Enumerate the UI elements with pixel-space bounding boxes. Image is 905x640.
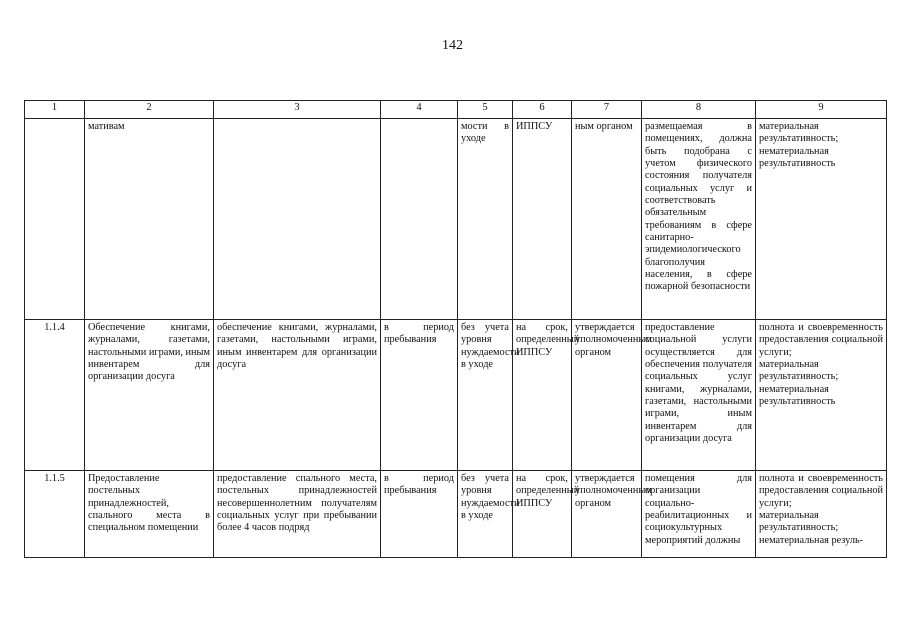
service-name: мативам xyxy=(85,119,214,320)
service-description xyxy=(214,119,381,320)
page-number: 142 xyxy=(442,38,463,53)
service-term: на срок, определенный ИППСУ xyxy=(513,320,572,471)
column-header: 1 xyxy=(25,101,85,119)
service-period xyxy=(381,119,458,320)
row-number: 1.1.4 xyxy=(25,320,85,471)
service-conditions: предоставление социальной услуги осуществляется для обеспечения получателя социальных услуг книгами, журналами, газетами, настольными играми, иным инвентарем для организации досуга xyxy=(642,320,756,471)
column-header: 9 xyxy=(756,101,887,119)
quality-indicators: полнота и своевременность предоставления социальной услуги; материальная результативность; нематериальная результативность xyxy=(756,320,887,471)
service-description: обеспечение книгами, журналами, газетами, настольными играми, иным инвентарем для организации досуга xyxy=(214,320,381,471)
service-name: Обеспечение книгами, журналами, газетами, настольными играми, иным инвентарем для организации досуга xyxy=(85,320,214,471)
care-level: без учета уровня нуждаемости в уходе xyxy=(458,471,513,558)
service-term: ИППСУ xyxy=(513,119,572,320)
table-header-row xyxy=(25,101,887,119)
column-header: 4 xyxy=(381,101,458,119)
care-level: мости в уходе xyxy=(458,119,513,320)
row-number xyxy=(25,119,85,320)
column-header: 2 xyxy=(85,101,214,119)
row-number: 1.1.5 xyxy=(25,471,85,558)
tariff: утверждается уполномоченным органом xyxy=(572,320,642,471)
services-table xyxy=(24,100,887,558)
table-row xyxy=(25,320,887,471)
tariff: утверждается уполномоченным органом xyxy=(572,471,642,558)
service-term: на срок, определенный ИППСУ xyxy=(513,471,572,558)
column-header: 3 xyxy=(214,101,381,119)
care-level: без учета уровня нуждаемости в уходе xyxy=(458,320,513,471)
table-row xyxy=(25,471,887,558)
column-header: 5 xyxy=(458,101,513,119)
service-period: в период пребывания xyxy=(381,471,458,558)
column-header: 6 xyxy=(513,101,572,119)
quality-indicators: материальная результативность; нематериальная результативность xyxy=(756,119,887,320)
column-header: 8 xyxy=(642,101,756,119)
column-header: 7 xyxy=(572,101,642,119)
service-description: предоставление спального места, постельных принадлежностей несовершеннолетним получателям социальных услуг при пребывании более 4 часов подряд xyxy=(214,471,381,558)
service-period: в период пребывания xyxy=(381,320,458,471)
tariff: ным органом xyxy=(572,119,642,320)
service-conditions: помещения для организации социально-реабилитационных и социокультурных мероприятий должны xyxy=(642,471,756,558)
table-row xyxy=(25,119,887,320)
quality-indicators: полнота и своевременность предоставления социальной услуги; материальная результативность; нематериальная резуль- xyxy=(756,471,887,558)
service-name: Предоставление постельных принадлежностей, спального места в специальном помещении xyxy=(85,471,214,558)
service-conditions: размещаемая в помещениях, должна быть подобрана с учетом физического состояния получателя социальных услуг и соответствовать обязательным требованиям в сфере санитарно-эпидемиологического благополучия населения, в сфере пожарной безопасности xyxy=(642,119,756,320)
